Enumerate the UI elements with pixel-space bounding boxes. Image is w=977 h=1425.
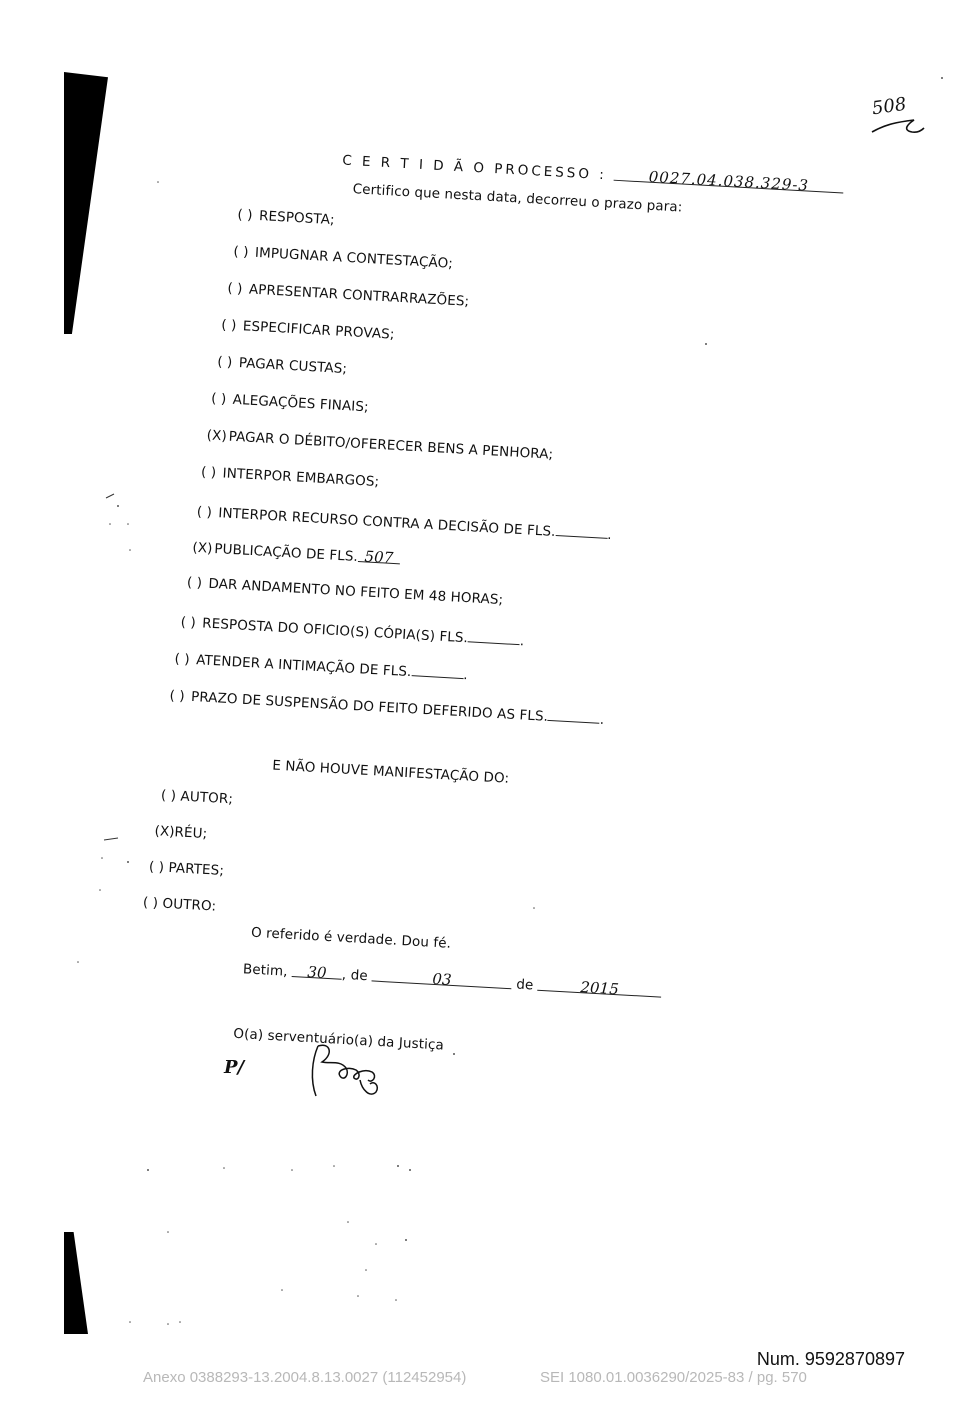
deadline-option-label: PAGAR O DÉBITO/OFERECER BENS A PENHORA; [228, 428, 554, 463]
party-option-label: OUTRO: [162, 895, 217, 915]
footer-sei-reference: SEI 1080.01.0036290/2025-83 / pg. 570 [540, 1369, 807, 1386]
certificate-intro: Certifico que nesta data, decorreu o prazo para: [352, 181, 683, 216]
deadline-option-label: PUBLICAÇÃO DE FLS. [213, 540, 359, 565]
deadline-option: ( ) RESPOSTA DO OFICIO(S) CÓPIA(S) FLS. . [180, 614, 525, 650]
certificate-title-text: C E R T I D Ã O PROCESSO : [341, 152, 608, 184]
closing-statement: O referido é verdade. Dou fé. [250, 924, 452, 952]
empty-box: ( ) [169, 687, 186, 705]
deadline-option-label: APRESENTAR CONTRARRAZÕES; [248, 281, 470, 310]
empty-box: ( ) [220, 317, 237, 334]
date-day: 30 [292, 962, 343, 980]
deadline-option: ( ) PRAZO DE SUSPENSÃO DO FEITO DEFERIDO AS FLS. . [169, 687, 605, 728]
deadline-option-label: ATENDER A INTIMAÇÃO DE FLS. [195, 652, 412, 681]
empty-box: ( ) [200, 464, 217, 481]
page-reference-blank: 507 [358, 547, 401, 564]
deadline-option-label: ALEGAÇÕES FINAIS; [232, 391, 370, 416]
footer-annex-reference: Anexo 0388293-13.2004.8.13.0027 (112452954) [143, 1369, 467, 1386]
deadline-option: ( ) ATENDER A INTIMAÇÃO DE FLS. . [174, 650, 469, 684]
date-city: Betim, [242, 961, 289, 980]
deadline-option-label: PAGAR CUSTAS; [238, 355, 348, 378]
empty-box: ( ) [174, 650, 191, 668]
deadline-option-label: INTERPOR RECURSO CONTRA A DECISÃO DE FLS. [217, 505, 556, 540]
deadline-option-label: RESPOSTA; [258, 207, 336, 229]
checked-box: (X) [206, 427, 228, 445]
empty-box: ( ) [160, 787, 177, 805]
empty-box: ( ) [186, 574, 203, 592]
deadline-option-label: IMPUGNAR A CONTESTAÇÃO; [254, 244, 454, 272]
empty-box: ( ) [233, 243, 250, 261]
date-year: 2015 [537, 976, 662, 998]
deadline-option-label: PRAZO DE SUSPENSÃO DO FEITO DEFERIDO AS FLS. [190, 688, 549, 725]
empty-box: ( ) [216, 353, 233, 371]
document-number-stamp: Num. 9592870897 [756, 1349, 905, 1369]
deadline-option: ( ) INTERPOR RECURSO CONTRA A DECISÃO DE FLS. . [196, 503, 613, 544]
signature-line: O(a) serventuário(a) da Justiça [232, 1025, 445, 1054]
deadline-option-label: INTERPOR EMBARGOS; [222, 465, 380, 491]
handwritten-page-number: 508 [870, 93, 908, 120]
party-option-label: AUTOR; [180, 788, 234, 808]
date-month: 03 [372, 966, 513, 989]
process-number: 0027.04.038.329-3 [614, 166, 844, 194]
empty-box: ( ) [142, 894, 159, 912]
party-option-label: RÉU; [174, 824, 208, 843]
deadline-option-label: RESPOSTA DO OFICIO(S) CÓPIA(S) FLS. [201, 615, 469, 647]
date-separator-1: , de [341, 966, 369, 985]
empty-box: ( ) [226, 280, 243, 298]
empty-box: ( ) [237, 206, 254, 224]
no-manifestation-heading: E NÃO HOUVE MANIFESTAÇÃO DO: [271, 757, 510, 787]
empty-box: ( ) [196, 503, 213, 521]
empty-box: ( ) [148, 858, 165, 876]
signature-prefix: P/ [224, 1057, 245, 1078]
empty-box: ( ) [210, 390, 227, 408]
deadline-option-label: ESPECIFICAR PROVAS; [242, 318, 395, 343]
empty-box: ( ) [180, 614, 197, 632]
checked-box: (X) [191, 539, 213, 557]
date-separator-2: de [515, 976, 534, 994]
checked-box: (X) [154, 823, 176, 841]
deadline-option-label: DAR ANDAMENTO NO FEITO EM 48 HORAS; [208, 575, 504, 609]
party-option-label: PARTES; [168, 859, 225, 880]
